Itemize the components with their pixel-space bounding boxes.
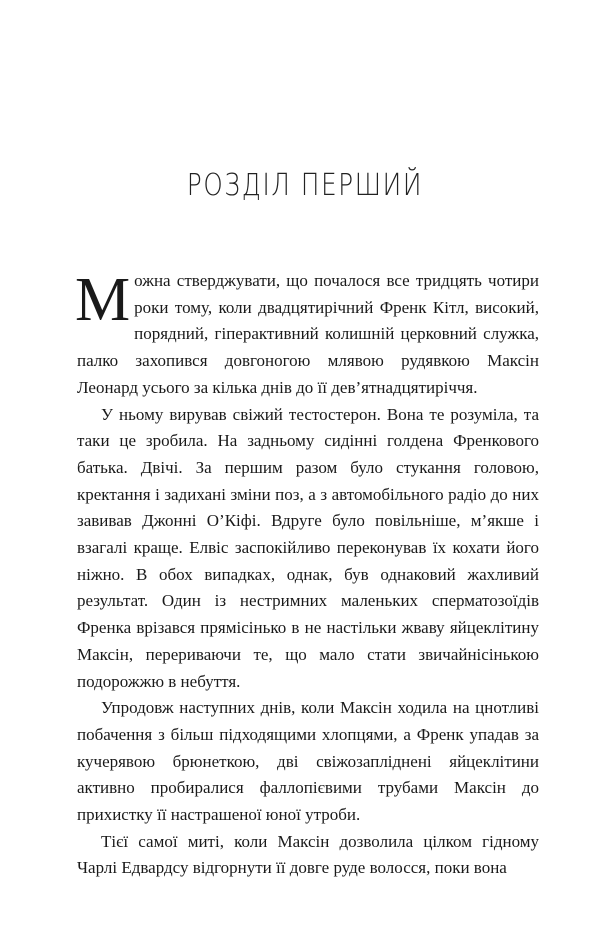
paragraph-1-text: ожна стверджувати, що почалося все тридцять чотири роки тому, коли двадцятирічний Френк Кітл, високий, порядний, гіперактивний колишній церковний служка, палко захопився довгоногою млявою рудявкою Максін Леонард усього за кілька днів до її дев’ятнадцятиріччя. bbox=[77, 271, 539, 397]
chapter-title: РОЗДІЛ ПЕРШИЙ bbox=[186, 168, 424, 203]
paragraph-3: Упродовж наступних днів, коли Максін ходила на цнотливі побачення з більш підходящими хлопцями, а Френк упадав за кучерявою брюнеткою, дві свіжозапліднені яйцеклітини активно пробиралися фаллопієвими трубами Максін до прихистку її настрашеної юної утроби. bbox=[77, 698, 539, 825]
paragraph-1 bbox=[77, 268, 539, 402]
paragraph-4: Тієї самої миті, коли Максін дозволила цілком гідному Чарлі Едвардсу відгорнути її довге руде волосся, поки вона bbox=[77, 831, 539, 878]
drop-cap: М bbox=[75, 266, 131, 334]
body-text bbox=[77, 268, 539, 882]
paragraph-2: У ньому вирував свіжий тестостерон. Вона те розуміла, та таки це зробила. На задньому сидінні голдена Френкового батька. Двічі. За першим разом було стукання головою, кректання і задихані зміни поз, а з автомобільного радіо до них завивав Джонні О’Кіфі. Вдруге було повільніше, м’якше і взагалі краще. Елвіс заспокійливо переконував їх кохати його ніжно. В обох випадках, однак, був однаковий жахливий результат. Один із нестримних маленьких сперматозоїдів Френка врізався прямісінько в не настільки жваву яйцеклітину Максін, перериваючи те, що мало стати звичайнісінькою подорожжю в небуття. bbox=[77, 404, 539, 691]
